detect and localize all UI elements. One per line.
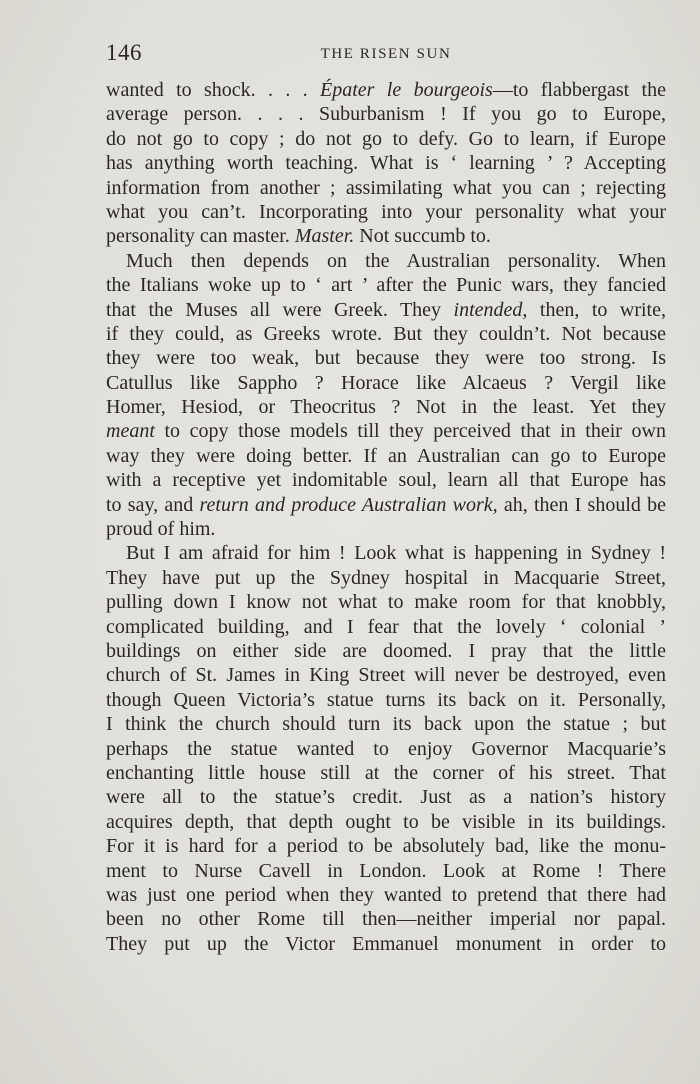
- page-number: 146: [106, 40, 142, 65]
- text-line: acquires depth, that depth ought to be visible in its buildings.: [106, 810, 666, 833]
- text-line: has anything worth teaching. What is ‘ learning ’ ? Accepting: [106, 152, 666, 175]
- text-line: what you can’t. Incorporating into your personality what your: [106, 200, 666, 223]
- text-line: though Queen Victoria’s statue turns its back on it. Personally,: [106, 688, 666, 711]
- text-line: I think the church should turn its back upon the statue ; but: [106, 713, 666, 736]
- text-line: with a receptive yet indomitable soul, learn all that Europe has: [106, 469, 666, 492]
- italic-phrase: intended,: [453, 298, 528, 321]
- italic-phrase: Épater le bourgeois: [320, 79, 493, 101]
- italic-phrase: meant: [106, 420, 155, 443]
- text-line: was just one period when they wanted to pretend that there had: [106, 883, 666, 906]
- text-line: if they could, as Greeks wrote. But they couldn’t. Not because: [106, 322, 666, 345]
- text-line: that the Muses all were Greek. They intended, then, to write,: [106, 298, 666, 321]
- text-line: perhaps the statue wanted to enjoy Governor Macquarie’s: [106, 737, 666, 760]
- italic-phrase: return and produce Australian work,: [199, 493, 498, 516]
- text-line: They have put up the Sydney hospital in Macquarie Street,: [106, 566, 666, 589]
- text-line: they were too weak, but because they were too strong. Is: [106, 347, 666, 370]
- text-line: But I am afraid for him ! Look what is happening in Sydney !: [126, 542, 666, 565]
- text-line: to say, and return and produce Australian work, ah, then I should be: [106, 493, 667, 516]
- text-line: way they were doing better. If an Australian can go to Europe: [106, 444, 666, 467]
- text-line: Catullus like Sappho ? Horace like Alcaeus ? Vergil like: [106, 371, 666, 394]
- text-line: average person. . . . Suburbanism ! If you go to Europe,: [106, 103, 666, 126]
- text-line: Homer, Hesiod, or Theocritus ? Not in the least. Yet they: [106, 396, 666, 419]
- text-line: information from another ; assimilating what you can ; rejecting: [106, 176, 666, 199]
- text-line: the Italians woke up to ‘ art ’ after the Punic wars, they fancied: [106, 274, 666, 297]
- text-line: meant to copy those models till they perceived that in their own: [106, 420, 666, 443]
- text-line: Much then depends on the Australian personality. When: [126, 249, 666, 272]
- text-line: ment to Nurse Cavell in London. Look at Rome ! There: [106, 859, 666, 882]
- text-line: For it is hard for a period to be absolutely bad, like the monu-: [106, 835, 666, 858]
- text-line: proud of him.: [106, 518, 216, 541]
- text-line: do not go to copy ; do not go to defy. Go to learn, if Europe: [106, 127, 666, 150]
- italic-phrase: Master.: [294, 225, 355, 248]
- text-line: church of St. James in King Street will never be destroyed, even: [106, 664, 666, 687]
- text-line: They put up the Victor Emmanuel monument in order to: [106, 932, 666, 955]
- text-line: personality can master. Master. Not succumb to.: [106, 225, 491, 248]
- text-line: been no other Rome till then—neither imperial nor papal.: [106, 908, 666, 931]
- text-line: buildings on either side are doomed. I pray that the little: [106, 639, 666, 662]
- text-line: complicated building, and I fear that the lovely ‘ colonial ’: [106, 615, 666, 638]
- text-line: pulling down I know not what to make room for that knobbly,: [106, 591, 666, 614]
- text-line: wanted to shock. . . . Épater le bourgeois—to flabbergast the: [106, 79, 666, 101]
- running-head: THE RISEN SUN: [320, 46, 452, 62]
- page-header: [106, 40, 666, 68]
- body-text: [106, 78, 666, 956]
- text-line: enchanting little house still at the corner of his street. That: [106, 761, 666, 784]
- text-line: were all to the statue’s credit. Just as a nation’s history: [106, 786, 666, 809]
